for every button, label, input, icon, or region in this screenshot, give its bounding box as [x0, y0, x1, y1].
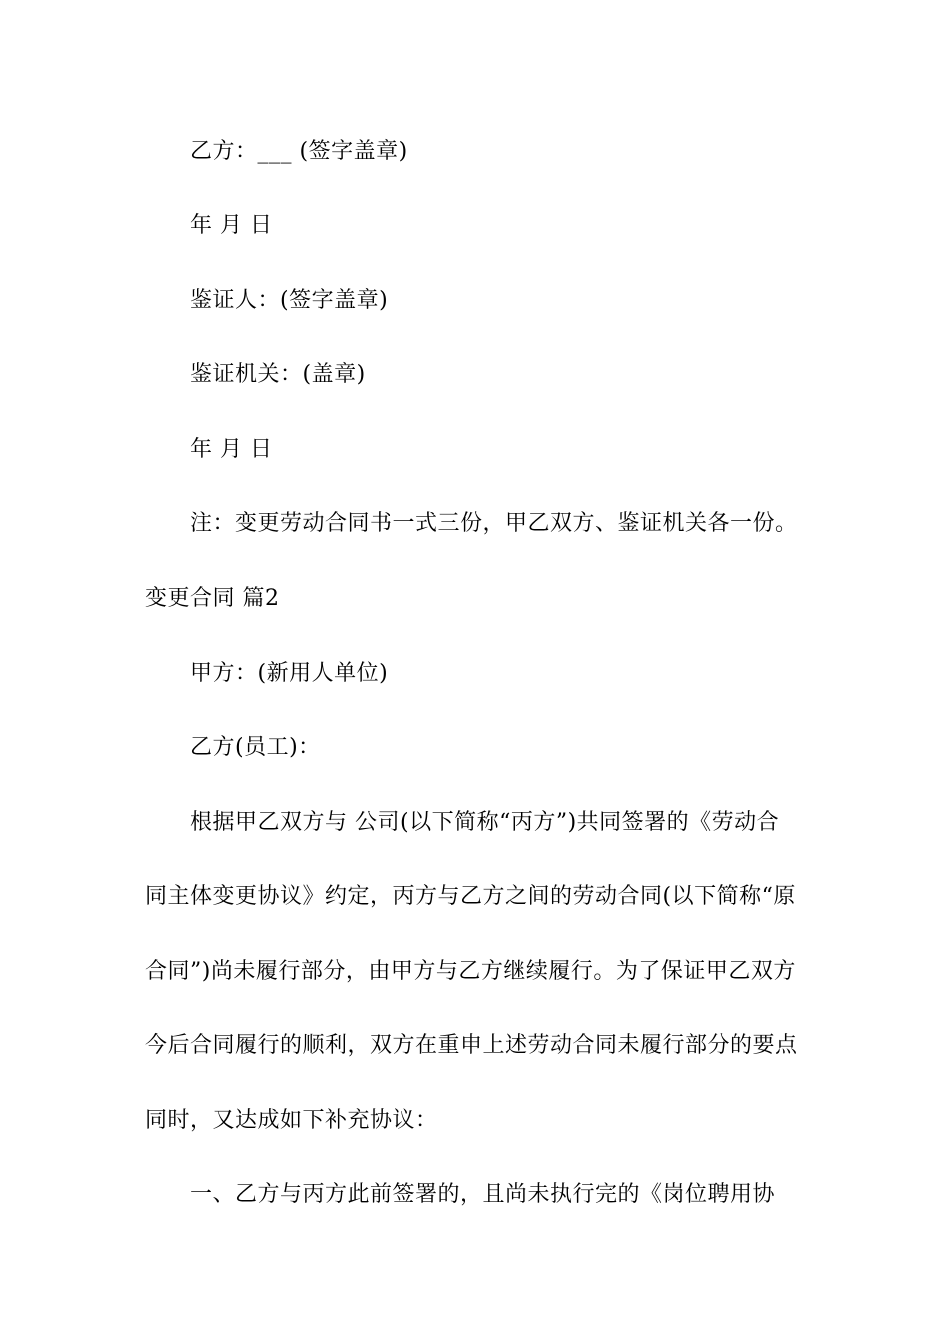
- clause-one-line: 一、乙方与丙方此前签署的，且尚未执行完的《岗位聘用协: [190, 1182, 776, 1207]
- witness-signature-line: 鉴证人：(签字盖章): [190, 288, 389, 313]
- section-heading: 变更合同 篇2: [145, 586, 280, 611]
- date-line: 年 月 日: [190, 437, 273, 462]
- body-paragraph-line: 同主体变更协议》约定，丙方与乙方之间的劳动合同(以下简称“原: [145, 884, 796, 909]
- witness-authority-line: 鉴证机关：(盖章): [190, 362, 366, 387]
- party-a-line: 甲方：(新用人单位): [190, 661, 389, 686]
- body-paragraph-line: 同时，又达成如下补充协议：: [145, 1108, 438, 1133]
- body-paragraph-line: 今后合同履行的顺利，双方在重申上述劳动合同未履行部分的要点: [145, 1033, 798, 1058]
- party-b-line: 乙方(员工)：: [190, 735, 321, 760]
- body-paragraph-line: 根据甲乙双方与 公司(以下简称“丙方”)共同签署的《劳动合: [190, 810, 780, 835]
- note-line: 注：变更劳动合同书一式三份，甲乙双方、鉴证机关各一份。: [190, 511, 798, 536]
- party-b-signature-line: 乙方：___ (签字盖章): [190, 139, 408, 164]
- date-line: 年 月 日: [190, 213, 273, 238]
- body-paragraph-line: 合同”)尚未履行部分，由甲方与乙方继续履行。为了保证甲乙双方: [145, 959, 796, 984]
